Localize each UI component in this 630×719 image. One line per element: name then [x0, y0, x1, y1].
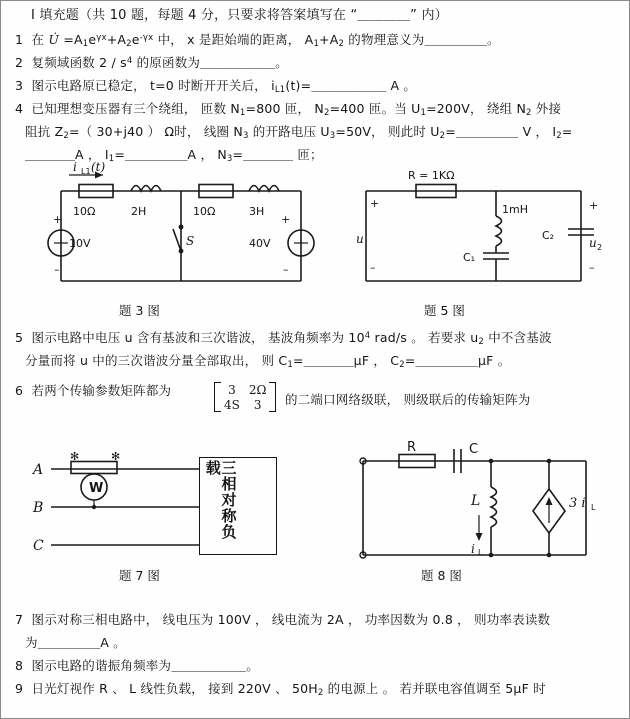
question-9: 9 日光灯视作 R 、 L 线性负载， 接到 220V 、 $50H_2$ 的电源上 。 若并联电容值调至 5μF 时	[15, 681, 546, 698]
fig3-source-left-label: 10V	[69, 237, 91, 250]
question-6-number: 6	[15, 383, 24, 398]
fig5-c1-label: C₁	[463, 251, 476, 264]
svg-text:L: L	[478, 548, 483, 557]
transmission-matrix	[214, 382, 276, 412]
question-7-number: 7	[15, 612, 24, 627]
fig3-switch-label: S	[186, 234, 195, 248]
question-6-line1	[15, 384, 171, 398]
fig3-r1-label: 10Ω	[73, 205, 96, 218]
figure-5	[346, 161, 606, 301]
fig7-star-1: ✻	[70, 450, 80, 463]
question-8-number: 8	[15, 658, 24, 673]
fig8-ccs-label: 3 i	[569, 496, 586, 511]
question-7-line2: 为＿＿＿＿＿A 。	[25, 635, 126, 650]
question-3: 3 图示电路原已稳定， t=0 时断开开关后， $i_{L1}(t)=\_\_\_\_\_\_$ A 。	[15, 78, 417, 95]
fig7-meter-label: W	[89, 481, 104, 496]
matrix-grid	[221, 383, 269, 412]
matrix-cell-12: 2Ω	[248, 382, 267, 397]
svg-text:–: –	[54, 263, 60, 276]
svg-text:–: –	[370, 261, 376, 274]
fig8-il-label: i	[471, 542, 475, 556]
matrix-cell-21: 4S	[224, 397, 240, 412]
section-heading: Ⅰ 填充题（共 10 题，每题 4 分，只要求将答案填写在 “＿＿＿＿” 内）	[31, 8, 448, 23]
figure-8	[341, 440, 611, 572]
fig5-l-label: 1mH	[502, 203, 528, 216]
fig8-l-label: L	[471, 493, 481, 509]
fig7-star-2: ✻	[111, 450, 121, 463]
figure-5-caption: 题 5 图	[424, 303, 465, 318]
question-5-line2: 分量而将 u 中的三次谐波分量全部取出， 则 $C_1=\_\_\_\_\mu F$ ， $C_2=\_\_\_\_\_\mu F$ 。	[25, 353, 511, 370]
fig7-label-c: C	[33, 538, 44, 554]
fig3-l1-label: 2H	[131, 205, 147, 218]
question-6-tail: 的二端口网络级联， 则级联后的传输矩阵为	[285, 392, 531, 407]
question-4-line2: 阻抗 $Z_2=$（ 30+j40 ） Ω时， 线圈 $N_3$ 的开路电压 $U_3=50V$， 则此时 $U_2=\_\_\_\_\_$ V ， $I_2=$	[25, 124, 573, 141]
figure-7-load-box	[199, 457, 277, 555]
svg-text:–: –	[589, 261, 595, 274]
matrix-cell-11: 3	[228, 382, 236, 397]
question-7-line1: 7 图示对称三相电路中， 线电压为 100V ， 线电流为 2A ， 功率因数为 0.8 ， 则功率表读数	[15, 612, 551, 627]
figure-7-caption: 题 7 图	[119, 568, 160, 583]
fig3-source-right-label: 40V	[249, 237, 271, 250]
svg-text:L: L	[591, 503, 596, 512]
fig7-label-b: B	[33, 500, 44, 516]
question-9-number: 9	[15, 681, 24, 696]
question-5-line1: 5 图示电路中电压 u 含有基波和三次谐波， 基波角频率为 $10^4$ rad/s 。 若要求 $u_2$ 中不含基波	[15, 330, 552, 347]
question-2-number: 2	[15, 55, 24, 70]
fig5-plus-left: +	[370, 197, 380, 210]
fig5-u-label: u	[356, 232, 364, 246]
question-1: 1 在 U̇ $=A_1e^{\gamma x}+A_2e^{-\gamma x}$ 中， x 是距始端的距离， $A_1+A_2$ 的物理意义为＿＿＿＿＿。	[15, 32, 500, 49]
question-4-line1: 4 已知理想变压器有三个绕组， 匝数 $N_1=800$ 匝， $N_2=400$ 匝。当 $U_1=200V$， 绕组 $N_2$ 外接	[15, 101, 562, 118]
svg-text:(t): (t)	[91, 160, 106, 174]
svg-text:2: 2	[597, 243, 603, 252]
fig3-current-label: i	[73, 160, 77, 174]
question-4-number: 4	[15, 101, 24, 116]
fig8-r-label: R	[407, 440, 417, 455]
matrix-cell-22: 3	[253, 397, 262, 412]
fig5-plus-right: +	[589, 199, 599, 212]
figure-3	[31, 161, 331, 301]
question-3-number: 3	[15, 78, 24, 93]
question-5-number: 5	[15, 330, 24, 345]
fig5-c2-label: C₂	[542, 229, 555, 242]
fig8-c-label: C	[469, 442, 479, 457]
question-1-number: 1	[15, 32, 24, 47]
fig3-l2-label: 3H	[249, 205, 265, 218]
svg-text:–: –	[283, 263, 289, 276]
question-6-text: 若两个传输参数矩阵都为	[31, 383, 172, 398]
fig7-label-a: A	[33, 462, 44, 478]
figure-3-caption: 题 3 图	[119, 303, 160, 318]
question-8: 8 图示电路的谐振角频率为＿＿＿＿＿＿。	[15, 658, 259, 673]
matrix-bracket-left	[214, 382, 221, 412]
fig3-r2-label: 10Ω	[193, 205, 216, 218]
fig3-plus-left: +	[53, 213, 63, 226]
fig3-plus-right: +	[281, 213, 291, 226]
fig5-r-label: R = 1KΩ	[408, 169, 455, 182]
figure-8-caption: 题 8 图	[421, 568, 462, 583]
fig5-u2-label: u	[589, 236, 597, 250]
figure-7-load-text: 三相对称负载	[203, 460, 238, 540]
matrix-bracket-right	[269, 382, 276, 412]
question-4-line3: ＿＿＿＿A ， $I_1=\_\_\_\_\_A$ ， $N_3=\_\_\_\_$ 匝；	[25, 147, 323, 164]
svg-text:L1: L1	[81, 167, 91, 176]
question-2: 2 复频域函数 $2 / s^4$ 的原函数为＿＿＿＿＿＿。	[15, 55, 288, 70]
